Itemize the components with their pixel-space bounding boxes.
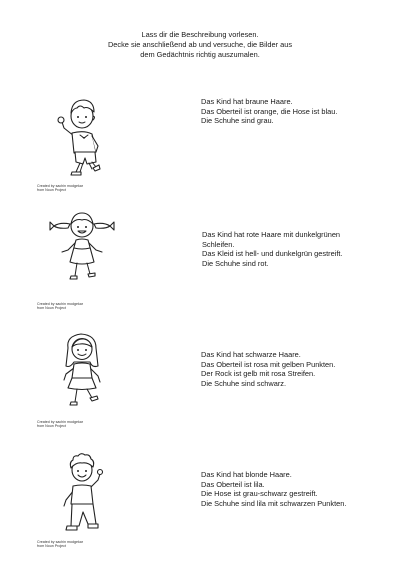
description-line: Die Schuhe sind grau. [201, 116, 274, 126]
child-illustration-2 [40, 200, 120, 300]
child-illustration-1 [40, 86, 120, 186]
description-child-1 [201, 97, 337, 126]
illustration-credit: Created by sachin modgekar from Noun Project [37, 302, 83, 311]
description-line: Das Kind hat braune Haare. [201, 97, 293, 106]
instruction-line: Decke sie anschließend ab und versuche, die Bilder aus [107, 40, 293, 49]
instructions [60, 30, 340, 60]
description-child-3 [201, 350, 335, 389]
instruction-line: Lass dir die Beschreibung vorlesen. [141, 30, 259, 39]
description-line: Die Hose ist grau-schwarz gestreift. [201, 489, 318, 499]
instruction-line: dem Gedächtnis richtig auszumalen. [140, 50, 260, 59]
illustration-credit: Created by sachin modgekar from Noun Project [37, 420, 83, 429]
child-illustration-3 [40, 322, 120, 422]
description-line: Das Kleid ist hell- und dunkelgrün gestreift. [202, 249, 343, 259]
description-line: Die Schuhe sind schwarz. [201, 379, 287, 389]
description-child-2 [202, 230, 343, 269]
description-line: Das Kind hat blonde Haare. [201, 470, 292, 479]
description-line: Der Rock ist gelb mit rosa Streifen. [201, 369, 316, 379]
illustration-credit: Created by sachin modgekar from Noun Project [37, 540, 83, 549]
description-line: Das Oberteil ist rosa mit gelben Punkten. [201, 359, 336, 369]
description-line: Das Oberteil ist lila. [201, 479, 265, 489]
description-line: Das Kind hat rote Haare mit dunkelgrünen [202, 230, 341, 239]
description-line: Schleifen. [202, 239, 235, 249]
description-line: Die Schuhe sind rot. [202, 259, 269, 269]
description-line: Das Kind hat schwarze Haare. [201, 350, 301, 359]
description-child-4 [201, 470, 346, 509]
child-illustration-4 [40, 442, 120, 542]
description-line: Die Schuhe sind lila mit schwarzen Punkten. [201, 499, 347, 509]
description-line: Das Oberteil ist orange, die Hose ist blau. [201, 106, 338, 116]
illustration-credit: Created by sachin modgekar from Noun Project [37, 184, 83, 193]
